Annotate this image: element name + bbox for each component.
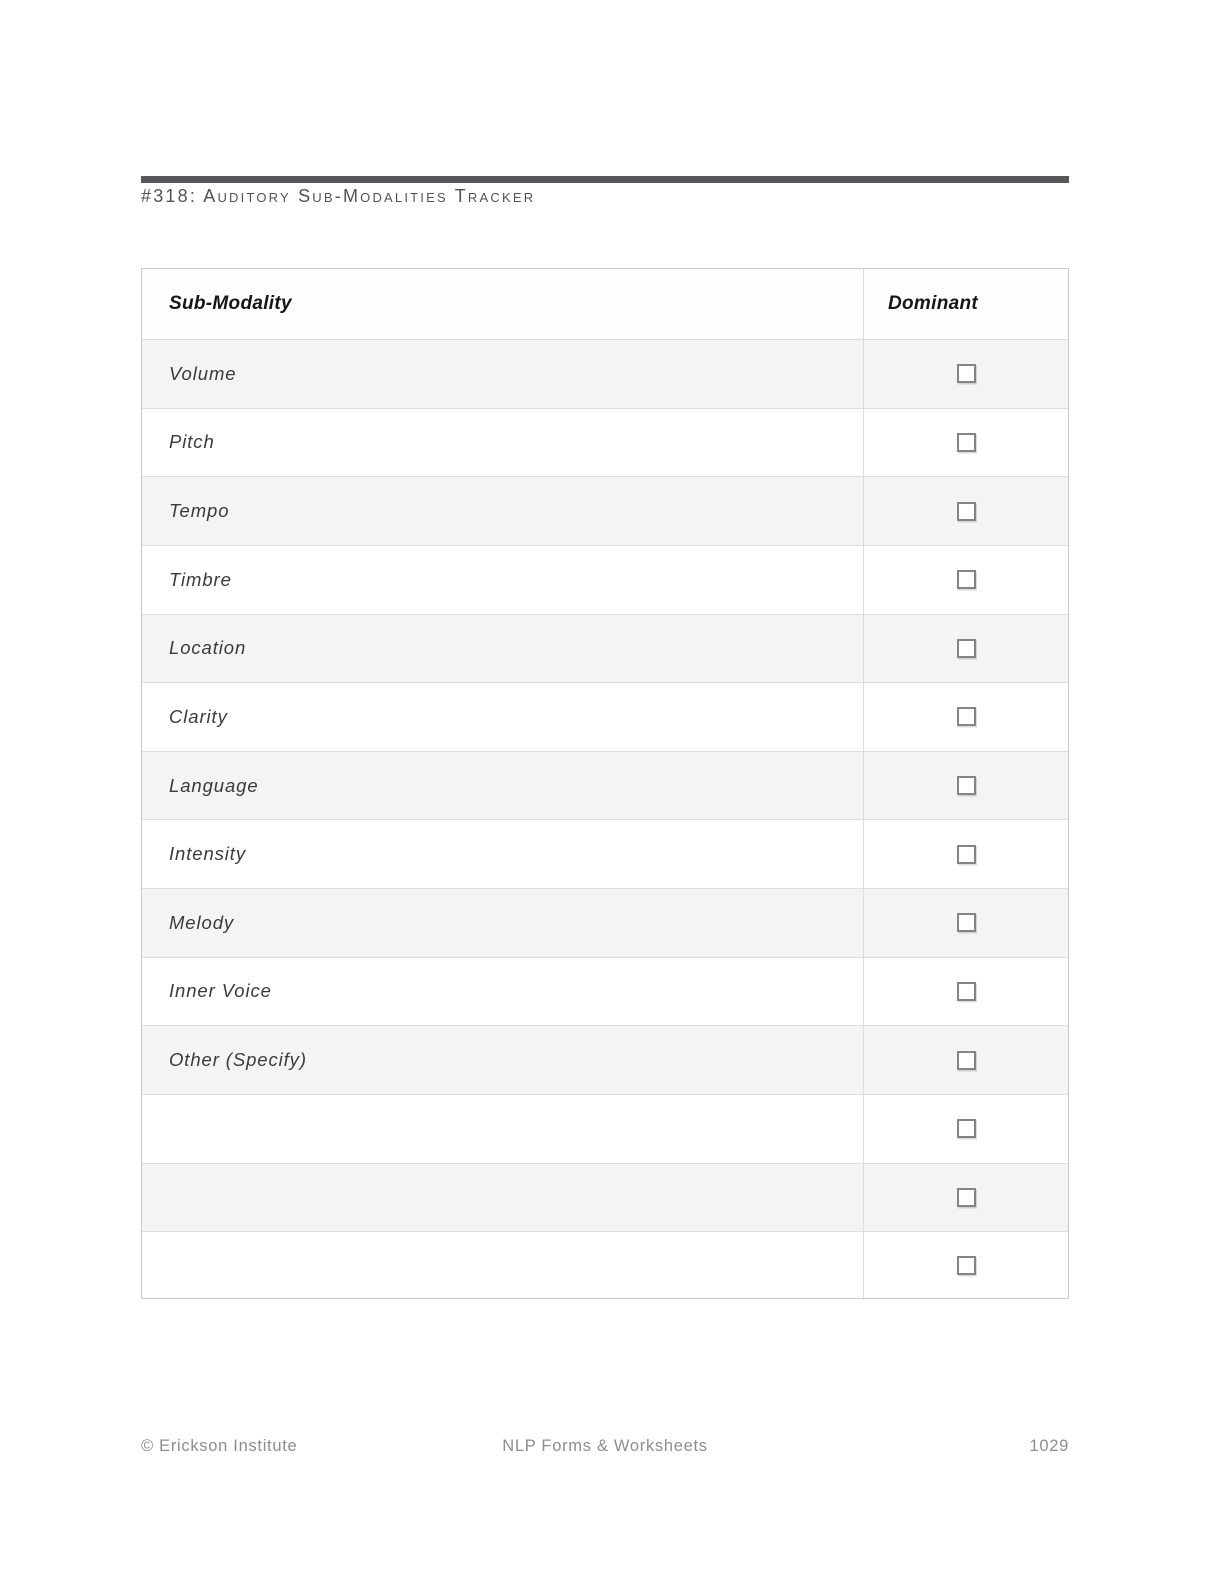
sub-modality-cell: [142, 340, 864, 408]
dominant-cell: [864, 615, 1068, 683]
dominant-checkbox[interactable]: [957, 639, 976, 658]
dominant-checkbox[interactable]: [957, 845, 976, 864]
sub-modality-cell: [142, 1232, 864, 1300]
dominant-cell: [864, 1232, 1068, 1300]
dominant-checkbox[interactable]: [957, 433, 976, 452]
table-row: [142, 545, 1068, 614]
dominant-cell: [864, 889, 1068, 957]
dominant-cell: [864, 409, 1068, 477]
dominant-checkbox[interactable]: [957, 982, 976, 1001]
sub-modality-label: Volume: [169, 362, 237, 384]
dominant-checkbox[interactable]: [957, 1051, 976, 1070]
table-row: [142, 476, 1068, 545]
table-row: [142, 1025, 1068, 1094]
table-row: [142, 614, 1068, 683]
sub-modality-cell: [142, 615, 864, 683]
table-row: [142, 957, 1068, 1026]
dominant-checkbox[interactable]: [957, 364, 976, 383]
dominant-cell: [864, 477, 1068, 545]
sub-modality-label: Intensity: [169, 843, 246, 865]
dominant-cell: [864, 820, 1068, 888]
table-row: [142, 1231, 1068, 1300]
dominant-cell: [864, 958, 1068, 1026]
dominant-cell: [864, 683, 1068, 751]
sub-modality-cell: [142, 409, 864, 477]
table-row: [142, 751, 1068, 820]
page-footer: [141, 1437, 1069, 1456]
sub-modality-cell: [142, 820, 864, 888]
sub-modality-label: Other (Specify): [169, 1049, 307, 1071]
footer-page-number: 1029: [1029, 1437, 1069, 1455]
sub-modality-label: Melody: [169, 911, 235, 933]
sub-modality-label: Language: [169, 774, 259, 796]
dominant-cell: [864, 340, 1068, 408]
sub-modality-cell: [142, 1095, 864, 1163]
sub-modality-cell: [142, 683, 864, 751]
sub-modality-table: [141, 268, 1069, 1299]
sub-modality-cell: [142, 958, 864, 1026]
column-header-sub-modality: [142, 269, 864, 339]
page-title: #318: Auditory Sub-Modalities Tracker: [141, 186, 536, 206]
sub-modality-label: Inner Voice: [169, 980, 272, 1002]
sub-modality-label: Timbre: [169, 568, 232, 590]
table-row: [142, 1094, 1068, 1163]
sub-modality-cell: [142, 546, 864, 614]
sub-modality-cell: [142, 752, 864, 820]
table-row: [142, 408, 1068, 477]
sub-modality-cell: [142, 1164, 864, 1232]
dominant-checkbox[interactable]: [957, 913, 976, 932]
sub-modality-label: Tempo: [169, 500, 230, 522]
dominant-checkbox[interactable]: [957, 1256, 976, 1275]
column-header-sub-modality-label: Sub-Modality: [169, 293, 292, 314]
dominant-checkbox[interactable]: [957, 776, 976, 795]
dominant-cell: [864, 1095, 1068, 1163]
dominant-checkbox[interactable]: [957, 1188, 976, 1207]
footer-copyright: © Erickson Institute: [141, 1437, 298, 1455]
footer-series-title: NLP Forms & Worksheets: [502, 1437, 708, 1455]
sub-modality-label: Location: [169, 637, 247, 659]
sub-modality-cell: [142, 889, 864, 957]
dominant-cell: [864, 752, 1068, 820]
table-row: [142, 1163, 1068, 1232]
dominant-cell: [864, 1164, 1068, 1232]
table-row: [142, 682, 1068, 751]
dominant-cell: [864, 1026, 1068, 1094]
table-header-row: [142, 269, 1068, 339]
sub-modality-cell: [142, 477, 864, 545]
column-header-dominant: [864, 269, 1068, 339]
dominant-checkbox[interactable]: [957, 707, 976, 726]
column-header-dominant-label: Dominant: [888, 293, 979, 314]
dominant-checkbox[interactable]: [957, 502, 976, 521]
table-row: [142, 819, 1068, 888]
dominant-checkbox[interactable]: [957, 570, 976, 589]
title-rule: [141, 176, 1069, 183]
sub-modality-label: Pitch: [169, 431, 215, 453]
dominant-cell: [864, 546, 1068, 614]
sub-modality-label: Clarity: [169, 705, 228, 727]
dominant-checkbox[interactable]: [957, 1119, 976, 1138]
table-row: [142, 888, 1068, 957]
table-row: [142, 339, 1068, 408]
sub-modality-cell: [142, 1026, 864, 1094]
